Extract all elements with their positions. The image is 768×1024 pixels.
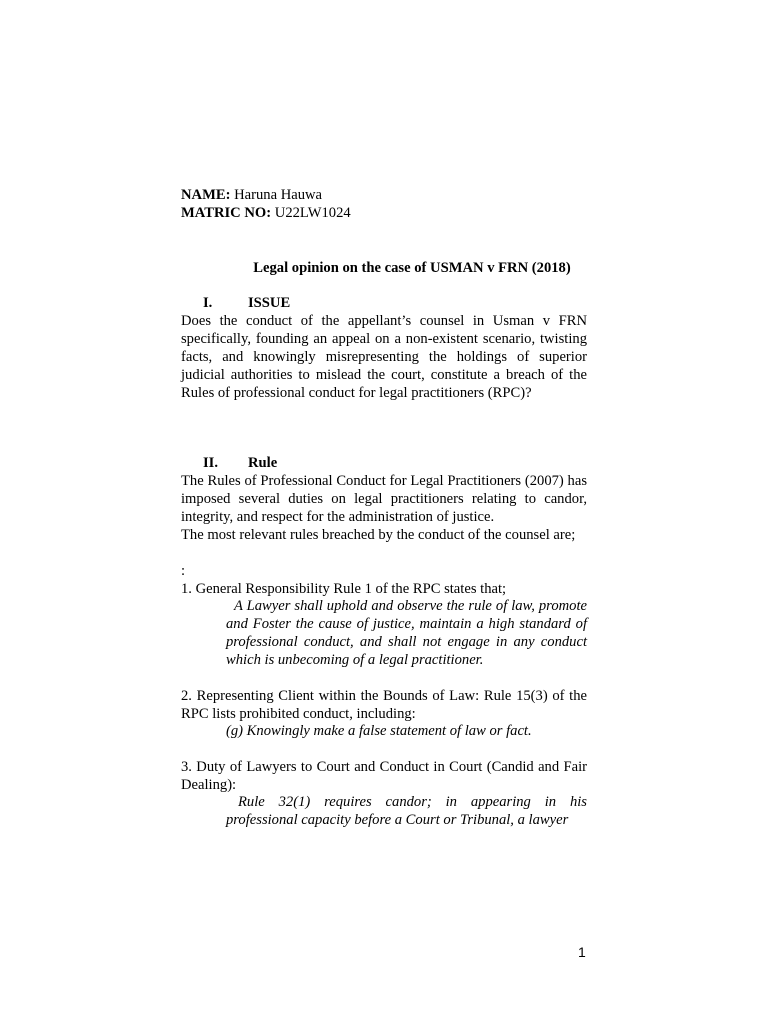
name-label: NAME: — [181, 187, 231, 203]
matric-line — [181, 204, 351, 222]
item-2-quote: (g) Knowingly make a false statement of law or fact. — [226, 723, 532, 739]
section-2-intro: The Rules of Professional Conduct for Legal Practitioners (2007) has imposed several duties on legal practitioners relating to candor, integrity, and respect for the administration of justice. — [181, 473, 587, 525]
item-2-title: 2. Representing Client within the Bounds of Law: Rule 15(3) of the RPC lists prohibited conduct, including: — [181, 688, 587, 722]
item-3-title: 3. Duty of Lawyers to Court and Conduct in Court (Candid and Fair Dealing): — [181, 759, 587, 793]
matric-label: MATRIC NO: — [181, 205, 272, 221]
name-value: Haruna Hauwa — [230, 187, 323, 203]
section-1-heading: ISSUE — [248, 295, 291, 311]
document-title: Legal opinion on the case of USMAN v FRN (2018) — [253, 260, 571, 276]
section-2-heading: Rule — [248, 455, 278, 471]
name-line — [181, 186, 322, 204]
section-1-body: Does the conduct of the appellant’s counsel in Usman v FRN specifically, founding an appeal on a non-existent scenario, twisting facts, and knowingly misrepresenting the holdings of superior judicial authorities to mislead the court, constitute a breach of the Rules of professional conduct for legal practitioners (RPC)? — [181, 313, 587, 401]
matric-value: U22LW1024 — [271, 205, 351, 221]
item-1-quote: A Lawyer shall uphold and observe the rule of law, promote and Foster the cause of justice, maintain a high standard of professional conduct, and shall not engage in any conduct which is unbecoming of a legal practitioner. — [226, 598, 587, 668]
page-number: 1 — [578, 944, 586, 960]
section-2-relevant: The most relevant rules breached by the conduct of the counsel are; — [181, 527, 576, 543]
section-1-number: I. — [203, 295, 213, 311]
colon-line: : — [181, 563, 186, 579]
item-3-quote: Rule 32(1) requires candor; in appearing in his professional capacity before a Court or Tribunal, a lawyer — [226, 794, 587, 828]
item-1-title: 1. General Responsibility Rule 1 of the RPC states that; — [181, 581, 507, 597]
section-2-number: II. — [203, 455, 219, 471]
